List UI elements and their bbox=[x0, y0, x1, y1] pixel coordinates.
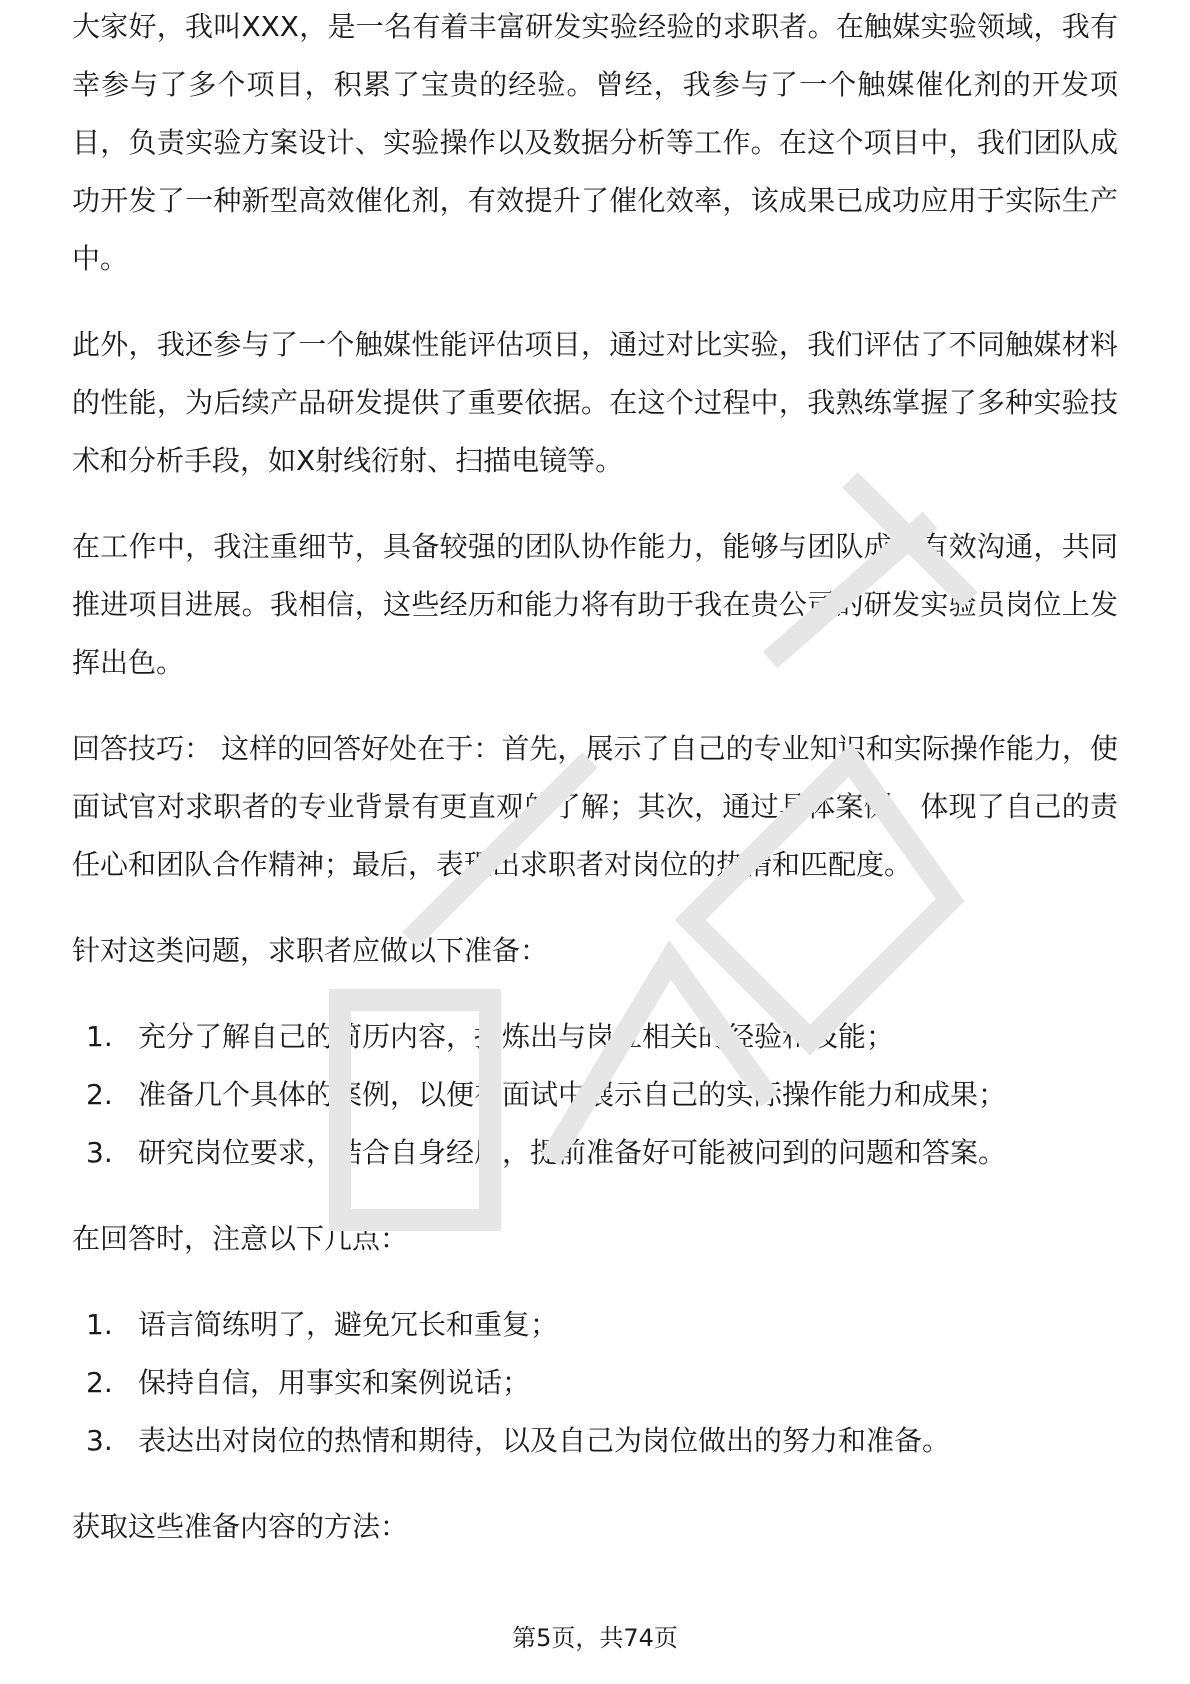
answer-notes-list bbox=[72, 1296, 1118, 1470]
list-item-number: 3. bbox=[86, 1424, 113, 1457]
list-item bbox=[72, 1008, 1118, 1066]
paragraph-intro: 大家好，我叫XXX，是一名有着丰富研发实验经验的求职者。在触媒实验领域，我有幸参与了多个项目，积累了宝贵的经验。曾经，我参与了一个触媒催化剂的开发项目，负责实验方案设计、实验操作以及数据分析等工作。在这个项目中，我们团队成功开发了一种新型高效催化剂，有效提升了催化效率，该成果已成功应用于实际生产中。 bbox=[72, 10, 1118, 275]
list-item-text: 准备几个具体的案例，以便在面试中展示自己的实际操作能力和成果； bbox=[138, 1078, 1007, 1111]
list-item-number: 1. bbox=[86, 1020, 113, 1053]
paragraph-teamwork: 在工作中，我注重细节，具备较强的团队协作能力，能够与团队成员有效沟通，共同推进项目进展。我相信，这些经历和能力将有助于我在贵公司的研发实验员岗位上发挥出色。 bbox=[72, 530, 1118, 679]
page-number: 第5页，共74页 bbox=[512, 1624, 678, 1652]
paragraph-methods-heading: 获取这些准备内容的方法： bbox=[72, 1510, 409, 1543]
list-item-number: 2. bbox=[86, 1078, 113, 1111]
list-item-text: 保持自信，用事实和案例说话； bbox=[138, 1366, 531, 1399]
list-item-number: 3. bbox=[86, 1136, 113, 1169]
list-item-text: 表达出对岗位的热情和期待，以及自己为岗位做出的努力和准备。 bbox=[138, 1424, 951, 1457]
list-item-number: 2. bbox=[86, 1366, 113, 1399]
paragraph-preparation-heading: 针对这类问题，求职者应做以下准备： bbox=[72, 934, 549, 967]
list-item-text: 研究岗位要求，结合自身经历，提前准备好可能被问到的问题和答案。 bbox=[138, 1136, 1007, 1169]
list-item-text: 语言简练明了，避免冗长和重复； bbox=[138, 1308, 559, 1341]
preparation-list bbox=[72, 1008, 1118, 1182]
list-item-text: 充分了解自己的简历内容，提炼出与岗位相关的经验和技能； bbox=[138, 1020, 895, 1053]
paragraph-answer-tips: 回答技巧： 这样的回答好处在于：首先，展示了自己的专业知识和实际操作能力，使面试官对求职者的专业背景有更直观的了解；其次，通过具体案例，体现了自己的责任心和团队合作精神；最后，表现出求职者对岗位的热情和匹配度。 bbox=[72, 732, 1118, 881]
list-item-number: 1. bbox=[86, 1308, 113, 1341]
paragraph-evaluation-project: 此外，我还参与了一个触媒性能评估项目，通过对比实验，我们评估了不同触媒材料的性能，为后续产品研发提供了重要依据。在这个过程中，我熟练掌握了多种实验技术和分析手段，如X射线衍射、扫描电镜等。 bbox=[72, 328, 1118, 477]
document-body bbox=[72, 10, 1118, 1584]
list-item bbox=[72, 1412, 1118, 1470]
paragraph-answer-notes-heading: 在回答时，注意以下几点： bbox=[72, 1222, 409, 1255]
list-item bbox=[72, 1296, 1118, 1354]
list-item bbox=[72, 1354, 1118, 1412]
list-item bbox=[72, 1066, 1118, 1124]
list-item bbox=[72, 1124, 1118, 1182]
